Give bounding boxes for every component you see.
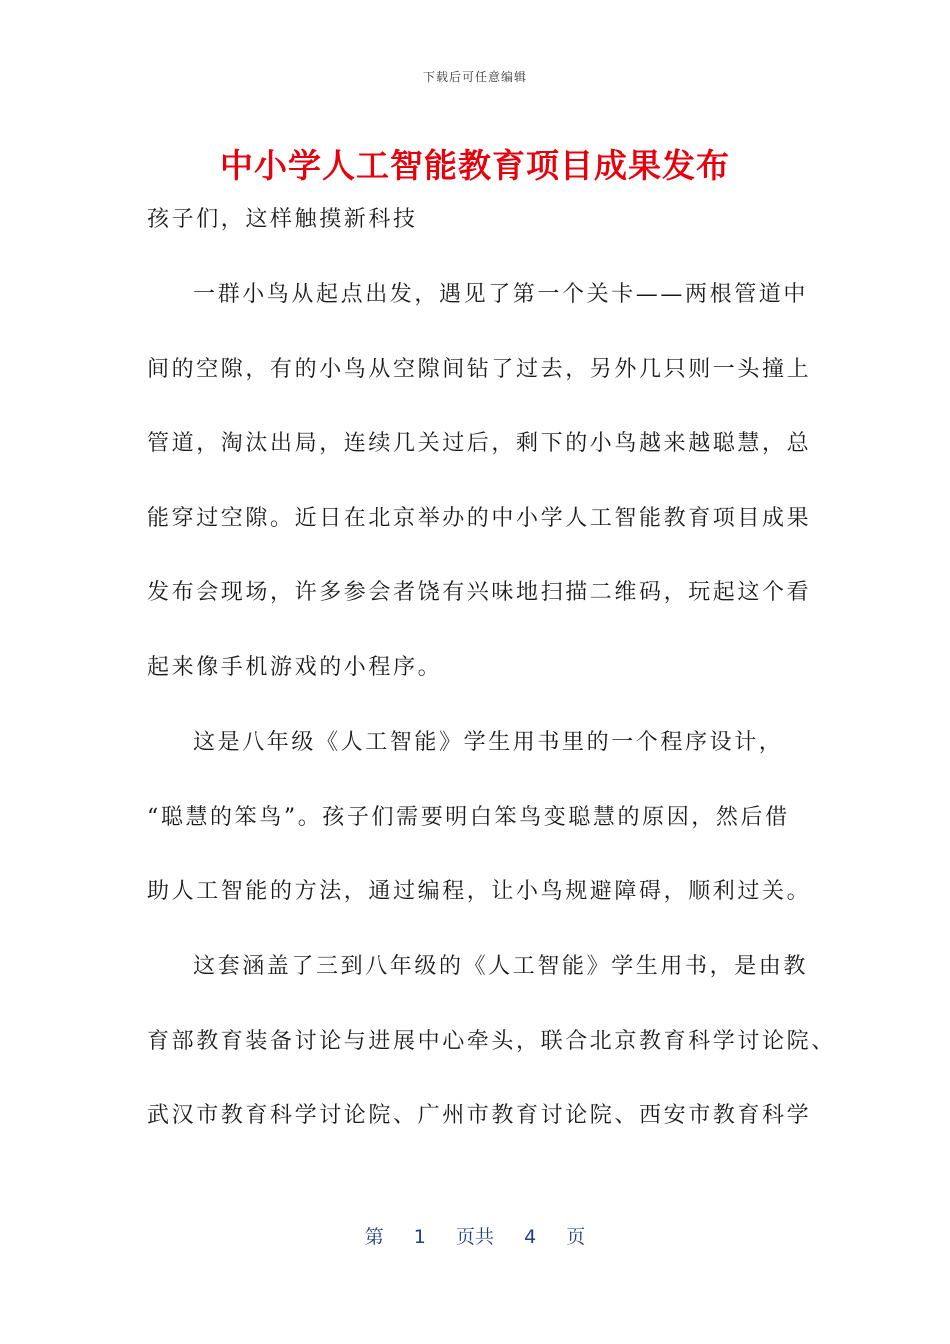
current-page-number: 1 <box>413 1226 426 1248</box>
page-footer <box>0 1222 950 1249</box>
document-title: 中小学人工智能教育项目成果发布 <box>220 146 730 185</box>
body-line: 间的空隙，有的小鸟从空隙间钻了过去，另外几只则一头撞上 <box>147 357 812 382</box>
header-note: 下载后可任意编辑 <box>422 70 527 84</box>
paragraph-first-line: 这套涵盖了三到八年级的《人工智能》学生用书，是由教 <box>193 954 809 979</box>
body-line: 起来像手机游戏的小程序。 <box>147 655 443 680</box>
body-line: 管道，淘汰出局，连续几关过后，剩下的小鸟越来越聪慧，总 <box>147 431 812 456</box>
total-pages-number: 4 <box>524 1226 537 1248</box>
body-line: 武汉市教育科学讨论院、广州市教育讨论院、西安市教育科学 <box>147 1103 812 1128</box>
body-line: 发布会现场，许多参会者饶有兴味地扫描二维码，玩起这个看 <box>147 580 812 605</box>
body-line: 孩子们，这样触摸新科技 <box>147 207 418 232</box>
body-line: 能穿过空隙。近日在北京举办的中小学人工智能教育项目成果 <box>147 506 812 531</box>
body-line: “聪慧的笨鸟”。孩子们需要明白笨鸟变聪慧的原因，然后借 <box>147 805 790 830</box>
page-prefix: 第 <box>364 1226 384 1248</box>
page-suffix: 页 <box>566 1226 586 1248</box>
page-mid-label: 页共 <box>455 1226 494 1248</box>
body-line: 助人工智能的方法，通过编程，让小鸟规避障碍，顺利过关。 <box>147 879 812 904</box>
body-line: 育部教育装备讨论与进展中心牵头，联合北京教育科学讨论院、 <box>147 1029 836 1054</box>
paragraph-first-line: 这是八年级《人工智能》学生用书里的一个程序设计， <box>193 730 784 755</box>
paragraph-first-line: 一群小鸟从起点出发，遇见了第一个关卡——两根管道中 <box>193 282 809 307</box>
